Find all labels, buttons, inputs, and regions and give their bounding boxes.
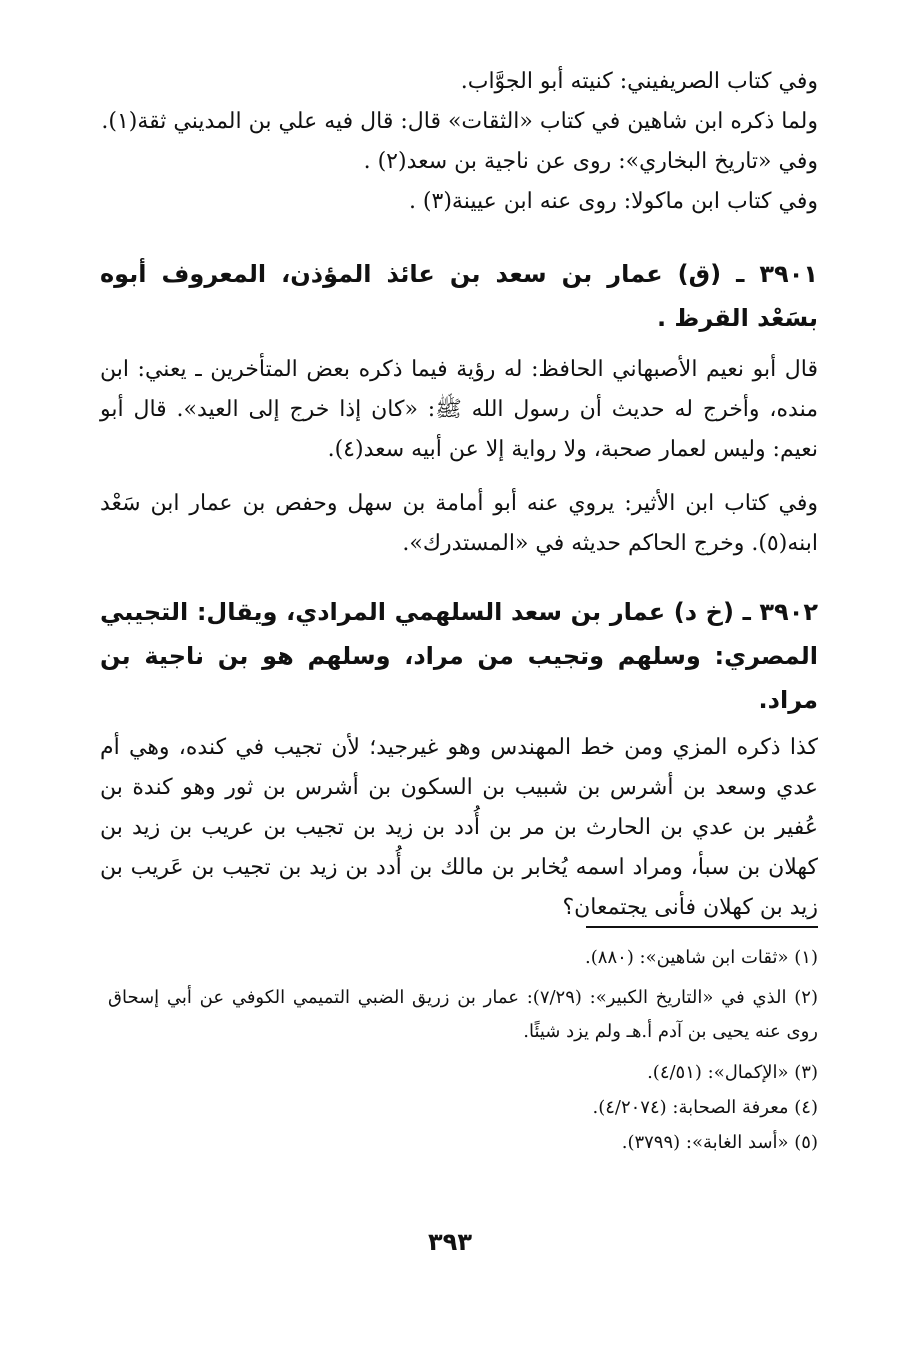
text-line-4: وفي كتاب ابن ماكولا: روى عنه ابن عيينة(٣) . <box>408 189 818 214</box>
entry-heading-3901: ٣٩٠١ ـ (ق) عمار بن سعد بن عائذ المؤذن، المعروف أبوه بسَعْد القرظ . <box>100 260 818 332</box>
text-line-2: ولما ذكره ابن شاهين في كتاب «الثقات» قال: قال فيه علي بن المديني ثقة(١). <box>101 109 818 134</box>
footnotes <box>108 940 818 1160</box>
footnote-3: (٣) «الإكمال»: (٤/٥١). <box>647 1062 818 1083</box>
main-text <box>100 62 818 928</box>
footnote-5: (٥) «أسد الغابة»: (٣٧٩٩). <box>621 1132 818 1153</box>
entry-3901-paragraph-1: قال أبو نعيم الأصبهاني الحافظ: له رؤية فيما ذكره بعض المتأخرين ـ يعني: ابن منده، وأخرج له حديث أن رسول الله ﷺ: «كان إذا خرج إلى العيد». قال أبو نعيم: وليس لعمار صحبة، ولا رواية إلا عن أبيه سعد(٤). <box>100 357 818 462</box>
entry-heading-3902: ٣٩٠٢ ـ (خ د) عمار بن سعد السلهمي المرادي، ويقال: التجيبي المصري: وسلهم وتجيب من مراد، وسلهم هو بن ناجية بن مراد. <box>100 598 818 714</box>
footnote-2: (٢) الذي في «التاريخ الكبير»: (٧/٢٩): عمار بن زريق الضبي التميمي الكوفي عن أبي إسحاق روى عنه يحيى بن آدم أ.هـ ولم يزد شيئًا. <box>108 987 818 1042</box>
footnote-separator <box>586 926 818 928</box>
entry-3901-paragraph-2: وفي كتاب ابن الأثير: يروي عنه أبو أمامة بن سهل وحفص بن عمار ابن سَعْد ابنه(٥). وخرج الحاكم حديثه في «المستدرك». <box>100 491 818 556</box>
footnote-4: (٤) معرفة الصحابة: (٤/٢٠٧٤). <box>592 1097 818 1118</box>
page-number: ٣٩٣ <box>428 1228 472 1256</box>
text-line-3: وفي «تاريخ البخاري»: روى عن ناجية بن سعد(٢) . <box>363 149 818 174</box>
footnote-1: (١) «ثقات ابن شاهين»: (٨٨٠). <box>585 947 818 968</box>
entry-3902-paragraph-1: كذا ذكره المزي ومن خط المهندس وهو غيرجيد؛ لأن تجيب في كنده، وهي أم عدي وسعد بن أشرس بن شبيب بن السكون بن أشرس بن ثور وهو كندة بن عُفير بن عدي بن الحارث بن مر بن أُدد بن زيد بن تجيب بن عريب بن زيد بن كهلان بن سبأ، ومراد اسمه يُخابر بن مالك بن أُدد بن زيد بن تجيب بن عَريب بن زيد بن كهلان فأنى يجتمعان؟ <box>100 735 818 920</box>
text-line-1: وفي كتاب الصريفيني: كنيته أبو الجوَّاب. <box>460 69 818 94</box>
